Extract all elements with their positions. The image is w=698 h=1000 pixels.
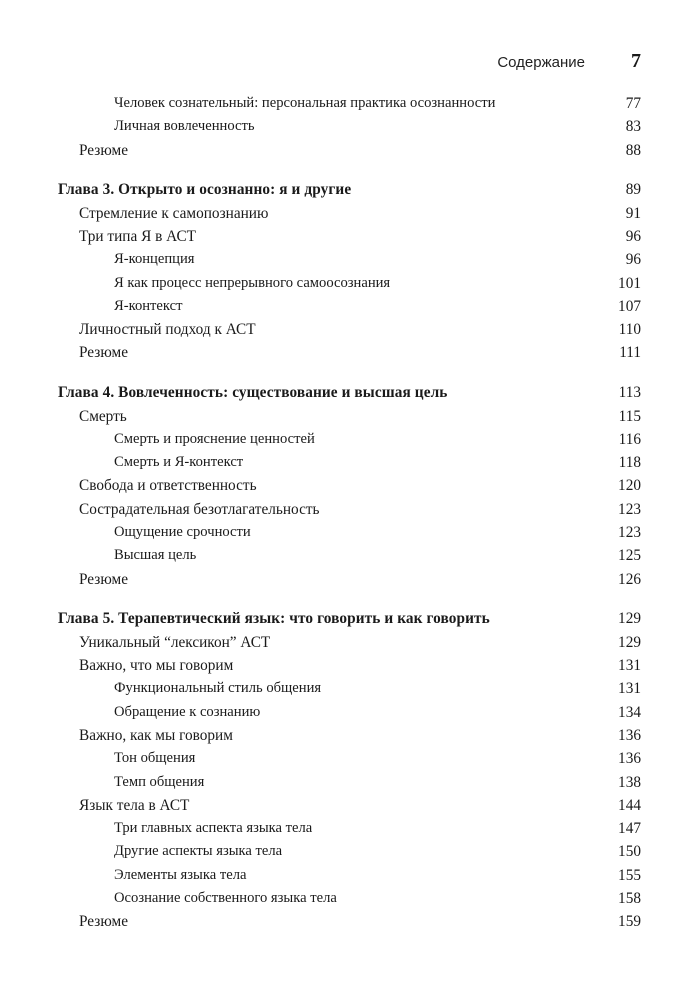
toc-subsection-title: Функциональный стиль общения — [114, 680, 322, 697]
toc-subsection-row — [58, 840, 641, 863]
toc-chapter-title: Глава 4. Вовлеченность: существование и высшая цель — [58, 384, 448, 402]
toc-subsection-title: Другие аспекты языка тела — [114, 843, 283, 860]
toc-subsection-row — [58, 817, 641, 840]
toc-subsection-page-number: 131 — [618, 680, 641, 698]
toc-section-title: Стремление к самопознанию — [79, 204, 269, 222]
toc-section-page-number: 111 — [619, 344, 641, 362]
toc-subsection-row — [58, 544, 641, 567]
toc-subsection-row — [58, 428, 641, 451]
toc-section-row — [58, 568, 641, 591]
toc-subsection-title: Человек сознательный: персональная практика осознанности — [114, 95, 496, 111]
toc-section-title: Резюме — [79, 141, 129, 159]
toc-subsection-page-number: 123 — [618, 524, 641, 542]
toc-subsection-page-number: 158 — [618, 890, 641, 907]
toc-subsection-page-number: 134 — [618, 703, 641, 721]
toc-section-row — [58, 474, 641, 497]
toc-subsection-title: Смерть и прояснение ценностей — [114, 430, 315, 447]
toc-chapter-title: Глава 5. Терапевтический язык: что говорить и как говорить — [58, 610, 490, 628]
toc-section-page-number: 131 — [618, 657, 641, 675]
toc-section-page-number: 123 — [618, 500, 641, 518]
toc-subsection-page-number: 147 — [618, 820, 641, 838]
toc-section-row — [58, 724, 641, 747]
toc-section-row — [58, 631, 641, 654]
toc-subsection-row — [58, 677, 641, 700]
toc-section-page-number: 96 — [625, 227, 641, 245]
toc-section-title: Сострадательная безотлагательность — [79, 500, 320, 518]
running-header-title: Содержание — [497, 54, 585, 71]
toc-subsection-row — [58, 887, 641, 910]
toc-section-title: Важно, как мы говорим — [79, 726, 233, 744]
toc-section-page-number: 110 — [618, 321, 641, 339]
toc-section-page-number: 159 — [618, 913, 641, 931]
toc-subsection-row — [58, 295, 641, 318]
toc-chapter-row — [58, 607, 641, 630]
toc-subsection-title: Обращение к сознанию — [114, 703, 261, 720]
toc-section-row — [58, 341, 641, 364]
toc-section-row — [58, 202, 641, 225]
toc-subsection-row — [58, 92, 641, 115]
toc-subsection-title: Смерть и Я-контекст — [114, 454, 244, 471]
toc-subsection-title: Тон общения — [114, 750, 196, 767]
toc-subsection-title: Я как процесс непрерывного самоосознания — [114, 274, 391, 291]
toc-section-title: Язык тела в АСТ — [79, 796, 190, 814]
toc-subsection-page-number: 155 — [618, 866, 641, 884]
toc-section-row — [58, 794, 641, 817]
toc-subsection-row — [58, 272, 641, 295]
toc-section-title: Резюме — [79, 570, 129, 588]
toc-subsection-title: Элементы языка тела — [114, 866, 247, 883]
toc-chapter-row — [58, 178, 641, 201]
toc-section-title: Свобода и ответственность — [79, 477, 257, 495]
toc-chapter-page-number: 89 — [625, 181, 641, 199]
page-number: 7 — [631, 50, 641, 72]
toc-subsection-row — [58, 864, 641, 887]
toc-subsection-page-number: 107 — [618, 297, 641, 315]
toc-subsection-page-number: 116 — [618, 430, 641, 448]
toc-section-title: Важно, что мы говорим — [79, 657, 234, 675]
toc-subsection-row — [58, 248, 641, 271]
running-header — [0, 50, 698, 74]
toc-section-page-number: 126 — [618, 570, 641, 588]
toc-chapter-row — [58, 381, 641, 404]
toc-section-title: Смерть — [79, 407, 127, 425]
toc-subsection-page-number: 136 — [618, 750, 641, 768]
toc-section-title: Резюме — [79, 344, 129, 362]
toc-chapter-page-number: 113 — [618, 384, 641, 402]
toc-subsection-page-number: 150 — [618, 843, 641, 861]
toc-subsection-page-number: 138 — [618, 773, 641, 791]
toc-section-title: Уникальный “лексикон” АСТ — [79, 633, 271, 651]
toc-subsection-row — [58, 451, 641, 474]
toc-section-row — [58, 225, 641, 248]
toc-section-page-number: 120 — [618, 477, 641, 495]
toc-subsection-title: Я-контекст — [114, 297, 183, 314]
toc-subsection-row — [58, 521, 641, 544]
toc-subsection-row — [58, 701, 641, 724]
toc-subsection-title: Высшая цель — [114, 547, 197, 564]
toc-subsection-page-number: 77 — [625, 95, 641, 112]
toc-section-title: Три типа Я в АСТ — [79, 227, 196, 245]
table-of-contents — [58, 92, 641, 934]
toc-subsection-row — [58, 115, 641, 138]
toc-section-title: Резюме — [79, 913, 129, 931]
toc-chapter-title: Глава 3. Открыто и осознанно: я и другие — [58, 181, 352, 199]
toc-section-page-number: 136 — [618, 726, 641, 744]
toc-section-row — [58, 654, 641, 677]
toc-subsection-title: Три главных аспекта языка тела — [114, 820, 313, 837]
toc-section-page-number: 88 — [625, 141, 641, 159]
toc-subsection-title: Я-концепция — [114, 251, 195, 268]
toc-subsection-page-number: 125 — [618, 547, 641, 565]
toc-subsection-title: Личная вовлеченность — [114, 118, 255, 135]
toc-section-page-number: 144 — [618, 796, 641, 814]
toc-subsection-title: Темп общения — [114, 773, 205, 790]
toc-section-row — [58, 318, 641, 341]
toc-subsection-title: Осознание собственного языка тела — [114, 890, 337, 906]
toc-section-row — [58, 139, 641, 162]
toc-subsection-row — [58, 747, 641, 770]
toc-subsection-page-number: 96 — [625, 251, 641, 269]
toc-section-row — [58, 405, 641, 428]
toc-chapter-page-number: 129 — [618, 610, 641, 628]
toc-section-row — [58, 498, 641, 521]
toc-subsection-row — [58, 771, 641, 794]
toc-subsection-page-number: 101 — [618, 274, 641, 292]
toc-subsection-page-number: 118 — [618, 454, 641, 472]
toc-section-page-number: 91 — [625, 204, 641, 222]
toc-subsection-title: Ощущение срочности — [114, 524, 251, 541]
toc-section-page-number: 129 — [618, 633, 641, 651]
toc-subsection-page-number: 83 — [625, 118, 641, 136]
toc-section-row — [58, 910, 641, 933]
toc-section-title: Личностный подход к АСТ — [79, 321, 256, 339]
toc-section-page-number: 115 — [618, 407, 641, 425]
